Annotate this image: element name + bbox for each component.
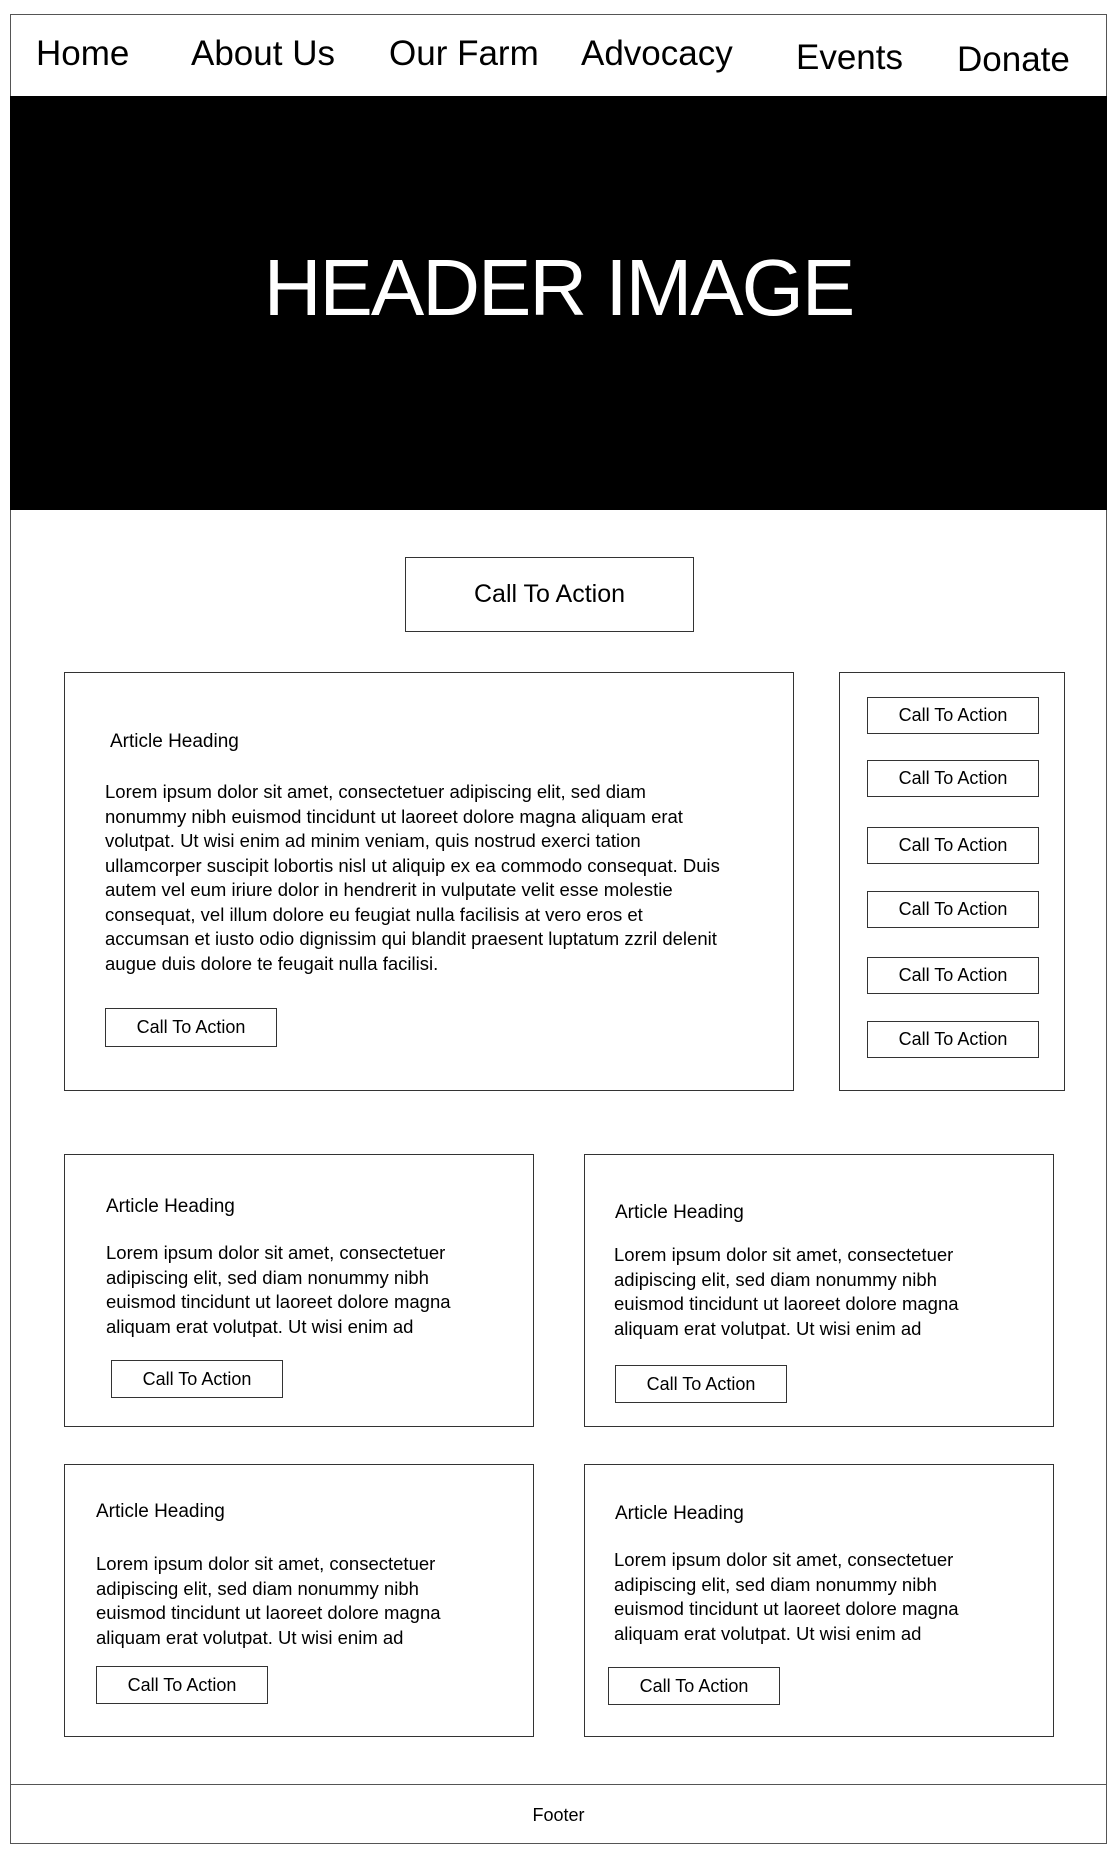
sidebar-cta-button[interactable]: Call To Action bbox=[867, 697, 1039, 734]
footer-label: Footer bbox=[532, 1805, 585, 1825]
article-body: Lorem ipsum dolor sit amet, consectetuer adipiscing elit, sed diam nonummy nibh euismod tincidunt ut laoreet dolore magna aliquam erat volutpat. Ut wisi enim ad bbox=[614, 1549, 959, 1644]
nav-about-us[interactable]: About Us bbox=[191, 34, 335, 73]
sidebar-cta-button[interactable]: Call To Action bbox=[867, 891, 1039, 928]
article-cta[interactable]: Call To Action bbox=[615, 1365, 787, 1403]
featured-article-heading: Article Heading bbox=[110, 731, 239, 752]
nav-home[interactable]: Home bbox=[36, 34, 130, 73]
sidebar-cta-button[interactable]: Call To Action bbox=[867, 827, 1039, 864]
sidebar-cta-button[interactable]: Call To Action bbox=[867, 1021, 1039, 1058]
sidebar-cta-button[interactable]: Call To Action bbox=[867, 760, 1039, 797]
header-image-label: HEADER IMAGE bbox=[263, 243, 854, 332]
article-cta[interactable]: Call To Action bbox=[608, 1667, 780, 1705]
sidebar-cta-button[interactable]: Call To Action bbox=[867, 957, 1039, 994]
article-body: Lorem ipsum dolor sit amet, consectetuer adipiscing elit, sed diam nonummy nibh euismod tincidunt ut laoreet dolore magna aliquam erat volutpat. Ut wisi enim ad bbox=[106, 1242, 451, 1337]
featured-article-body: Lorem ipsum dolor sit amet, consectetuer adipiscing elit, sed diam nonummy nibh euismod tincidunt ut laoreet dolore magna aliquam erat volutpat. Ut wisi enim ad minim veniam, quis nostrud exerci tation ullamcorper suscipit lobortis nisl ut aliquip ex ea commodo consequat. Duis autem vel eum iriure dolor in hendrerit in vulputate velit esse molestie consequat, vel illum dolore eu feugiat nulla facilisis at vero eros et accumsan et iusto odio dignissim qui blandit praesent luptatum zzril delenit augue duis dolore te feugait nulla facilisi. bbox=[105, 781, 720, 974]
article-heading: Article Heading bbox=[106, 1196, 235, 1217]
footer bbox=[10, 1784, 1107, 1844]
article-heading: Article Heading bbox=[615, 1202, 744, 1223]
nav-our-farm[interactable]: Our Farm bbox=[389, 34, 539, 73]
nav-events[interactable]: Events bbox=[796, 38, 903, 77]
article-cta[interactable]: Call To Action bbox=[111, 1360, 283, 1398]
article-cta[interactable]: Call To Action bbox=[96, 1666, 268, 1704]
article-heading: Article Heading bbox=[615, 1503, 744, 1524]
article-heading: Article Heading bbox=[96, 1501, 225, 1522]
main-cta-button[interactable]: Call To Action bbox=[405, 557, 694, 632]
featured-article-cta[interactable]: Call To Action bbox=[105, 1008, 277, 1047]
article-body: Lorem ipsum dolor sit amet, consectetuer adipiscing elit, sed diam nonummy nibh euismod tincidunt ut laoreet dolore magna aliquam erat volutpat. Ut wisi enim ad bbox=[96, 1553, 441, 1648]
nav-donate[interactable]: Donate bbox=[957, 40, 1070, 79]
nav-advocacy[interactable]: Advocacy bbox=[581, 34, 733, 73]
article-body: Lorem ipsum dolor sit amet, consectetuer adipiscing elit, sed diam nonummy nibh euismod tincidunt ut laoreet dolore magna aliquam erat volutpat. Ut wisi enim ad bbox=[614, 1244, 959, 1339]
